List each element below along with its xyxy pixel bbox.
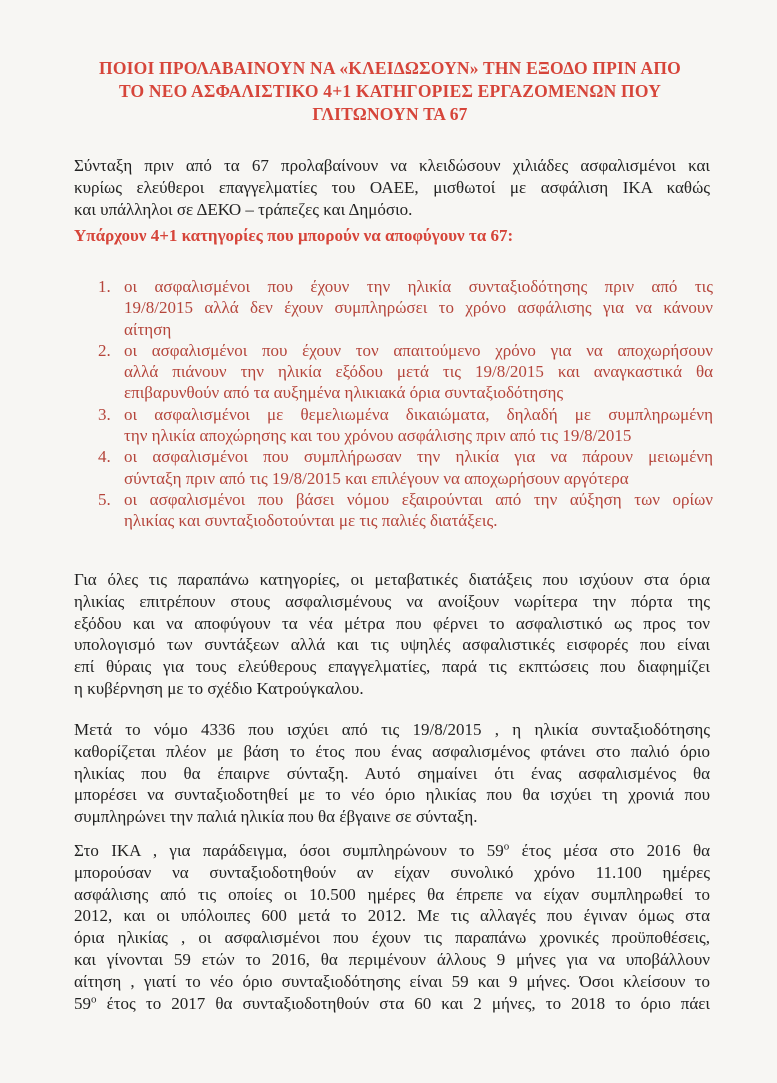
text-line: ασφάλισης από τις οποίες οι 10.500 ημέρες θα έπρεπε να είχαν συμπληρωθεί το — [74, 884, 710, 904]
title-line: ΤΟ ΝΕΟ ΑΣΦΑΛΙΣΤΙΚΟ 4+1 ΚΑΤΗΓΟΡΙΕΣ ΕΡΓΑΖΟΜΕΝΩΝ ΠΟΥ — [118, 81, 662, 101]
body-paragraph — [74, 719, 710, 828]
text-line: 2012, και οι υπόλοιπες 600 μετά το 2012. Με τις αλλαγές που έγιναν όμως στα — [74, 906, 710, 926]
text-line: ηλικίας και συνταξιοδοτούνται με τις παλιές διατάξεις. — [124, 511, 498, 531]
text-line: ηλικίας που θα έπαιρνε σύνταξη. Αυτό σημαίνει ότι ένας ασφαλισμένος θα — [74, 763, 710, 783]
categories-list — [98, 276, 713, 532]
text-line: Μετά το νόμο 4336 που ισχύει από τις 19/8/2015 , η ηλικία συνταξιοδότησης — [74, 720, 710, 739]
text-line: οι ασφαλισμένοι που έχουν τον απαιτούμενο χρόνο για να αποχωρήσουν — [124, 340, 713, 360]
text-line: και υπάλληλοι σε ΔΕΚΟ – τράπεζες και Δημόσιο. — [74, 199, 413, 219]
text-line: υπολογισμό των συντάξεων αλλά και τις υψηλές ασφαλιστικές εισφορές που είναι — [74, 635, 710, 655]
text-line: επί θύραις για τους ελεύθερους επαγγελματίες, παρά τις εκπτώσεις που διαφημίζει — [74, 657, 710, 677]
list-item — [98, 340, 713, 404]
page-title — [60, 57, 720, 126]
list-number: 5. — [98, 489, 111, 509]
list-number: 1. — [98, 277, 111, 296]
body-paragraph — [74, 569, 710, 700]
list-number: 4. — [98, 447, 111, 467]
text-line: σύνταξη πριν από τις 19/8/2015 και επιλέγουν να αποχωρήσουν αργότερα — [124, 468, 629, 488]
text-line: οι ασφαλισμένοι που έχουν την ηλικία συνταξιοδότησης πριν από τις — [124, 277, 713, 296]
superscript: ο — [503, 840, 510, 853]
list-item — [98, 489, 713, 532]
text-fragment: Στο ΙΚΑ , για παράδειγμα, όσοι συμπληρώνουν το 59 — [74, 841, 504, 860]
text-line: αίτηση — [124, 319, 172, 339]
section-subheading: Υπάρχουν 4+1 κατηγορίες που μπορούν να αποφύγουν τα 67: — [74, 226, 514, 245]
list-number: 2. — [98, 340, 111, 360]
text-fragment: έτος το 2017 θα συνταξιοδοτηθούν στα 60 και 2 μήνες, το 2018 το όριο πάει — [96, 993, 710, 1013]
text-line: αλλά πιάνουν την ηλικία εξόδου μετά τις 19/8/2015 και αναγκαστικά θα — [124, 362, 713, 382]
title-line: ΠΟΙΟΙ ΠΡΟΛΑΒΑΙΝΟΥΝ ΝΑ «ΚΛΕΙΔΩΣΟΥΝ» ΤΗΝ ΕΞΟΔΟ ΠΡΙΝ ΑΠΟ — [99, 58, 681, 78]
list-item — [98, 276, 713, 340]
text-line: η κυβέρνηση με το σχέδιο Κατρούγκαλου. — [74, 678, 364, 698]
text-line: αίτηση , γιατί το νέο όριο συνταξιοδότησης είναι 59 και 9 μήνες. Όσοι κλείσουν το — [74, 971, 710, 991]
text-line: εξόδου και να αποφύγουν τα νέα μέτρα που φέρνει το ασφαλιστικό ως προς τον — [74, 613, 710, 633]
list-item — [98, 404, 713, 447]
text-line: 19/8/2015 αλλά δεν έχουν συμπληρώσει το χρόνο ασφάλισης για να κάνουν — [124, 298, 713, 318]
text-line: επιβαρυνθούν από τα αυξημένα ηλικιακά όρια συνταξιοδότησης — [124, 383, 564, 403]
text-line: ηλικίας επιτρέπουν στους ασφαλισμένους να ανοίξουν νωρίτερα την πόρτα της — [74, 591, 710, 611]
title-line: ΓΛΙΤΩΝΟΥΝ ΤΑ 67 — [312, 104, 468, 124]
text-line: την ηλικία αποχώρησης και του χρόνου ασφάλισης πριν από τις 19/8/2015 — [124, 426, 632, 446]
body-paragraph — [74, 840, 710, 1014]
text-line: οι ασφαλισμένοι με θεμελιωμένα δικαιώματα, δηλαδή με συμπληρωμένη — [124, 404, 713, 424]
intro-paragraph — [74, 155, 710, 220]
text-line: μπορούσαν να συνταξιοδοτηθούν αν είχαν συνολικό χρόνο 11.100 ημέρες — [74, 862, 710, 882]
text-fragment: έτος μέσα στο 2016 θα — [509, 841, 710, 860]
text-line — [74, 993, 710, 1015]
text-line: κυρίως ελεύθεροι επαγγελματίες του ΟΑΕΕ, μισθωτοί με ασφάλιση ΙΚΑ καθώς — [74, 177, 710, 197]
text-line: Σύνταξη πριν από τα 67 προλαβαίνουν να κλειδώσουν χιλιάδες ασφαλισμένοι και — [74, 156, 710, 175]
list-item — [98, 446, 713, 489]
text-line: καθορίζεται πλέον με βάση το έτος που ένας ασφαλισμένος φτάνει στο παλιό όριο — [74, 741, 710, 761]
text-line: μπορέσει να συνταξιοδοτηθεί με το νέο όριο ηλικίας που θα ισχύει τη χρονιά που — [74, 785, 710, 805]
text-line: συμπληρώνει την παλιά ηλικία που θα έβγαινε σε σύνταξη. — [74, 807, 478, 827]
text-line: και γίνονται 59 ετών το 2016, θα περιμένουν άλλους 9 μήνες για να υποβάλλουν — [74, 949, 710, 969]
text-line: όρια ηλικίας , οι ασφαλισμένοι που έχουν τις παραπάνω χρονικές προϋποθέσεις, — [74, 928, 710, 948]
text-line: Για όλες τις παραπάνω κατηγορίες, οι μεταβατικές διατάξεις που ισχύουν στα όρια — [74, 570, 710, 589]
text-fragment: 59 — [74, 993, 91, 1013]
text-line: οι ασφαλισμένοι που συμπλήρωσαν την ηλικία για να πάρουν μειωμένη — [124, 447, 713, 467]
list-number: 3. — [98, 404, 111, 424]
superscript: ο — [91, 992, 97, 1005]
text-line — [74, 840, 710, 862]
text-line: οι ασφαλισμένοι που βάσει νόμου εξαιρούνται από την αύξηση των ορίων — [124, 489, 713, 509]
